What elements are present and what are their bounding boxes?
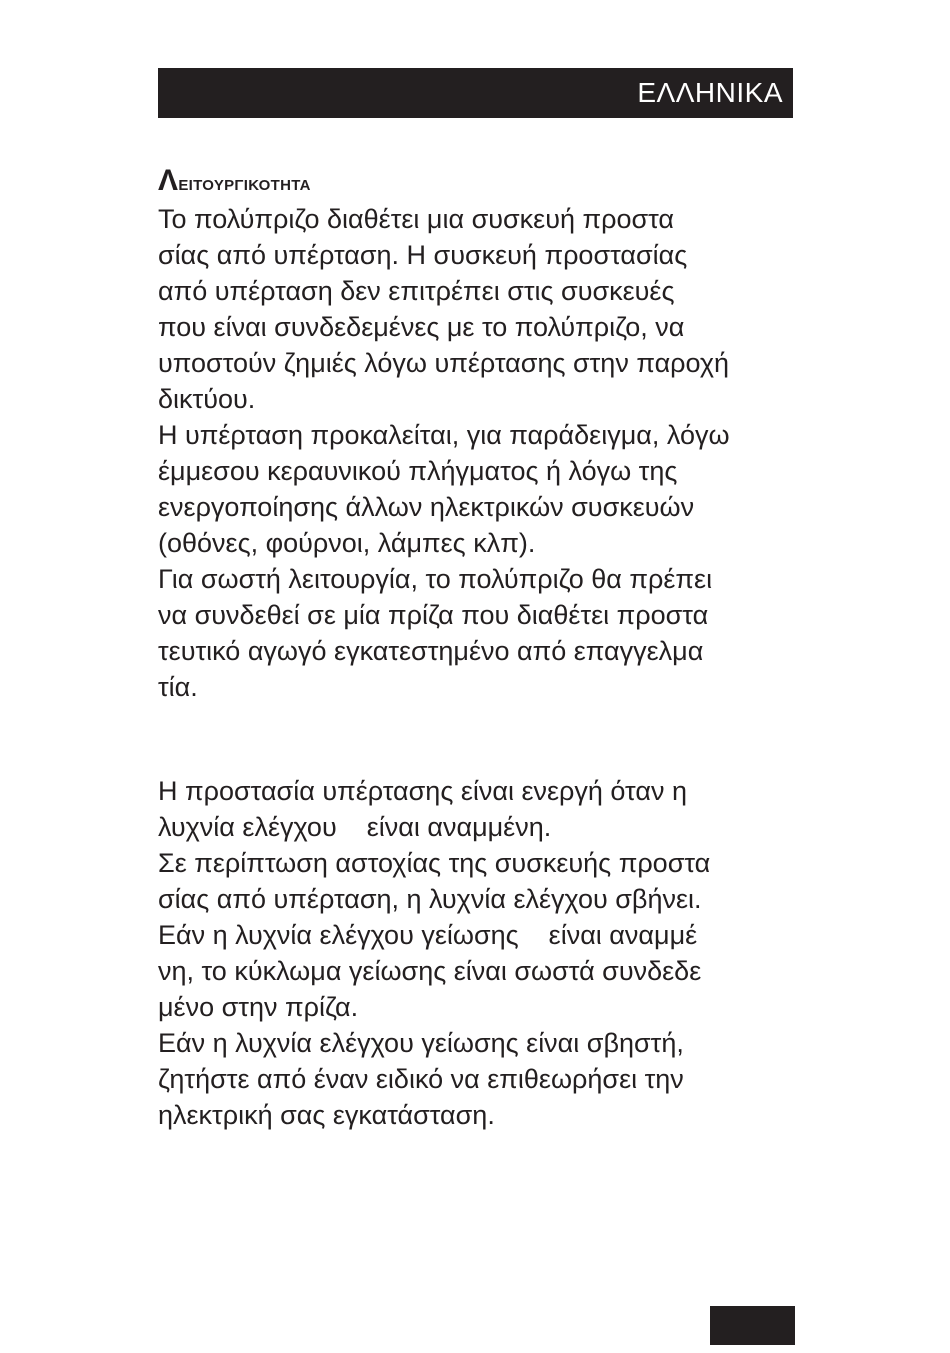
page-number-box <box>710 1306 795 1345</box>
body-line: Η προστασία υπέρτασης είναι ενεργή όταν η <box>158 776 687 806</box>
paragraph-spacer <box>158 721 858 757</box>
body-line: από υπέρταση δεν επιτρέπει στις συσκευές <box>158 276 675 306</box>
section-title <box>158 163 858 201</box>
section-title-rest: ειτουργικοτητα <box>178 170 311 195</box>
body-line: λυχνία ελέγχου είναι αναμμένη. <box>158 812 552 842</box>
body-line: μένο στην πρίζα. <box>158 992 359 1022</box>
body-line: σίας από υπέρταση, η λυχνία ελέγχου σβήνει. <box>158 884 702 914</box>
body-line: Εάν η λυχνία ελέγχου γείωσης είναι αναμμέ <box>158 920 698 950</box>
body-line: ηλεκτρική σας εγκατάσταση. <box>158 1100 495 1130</box>
body-line: τία. <box>158 672 198 702</box>
body-line: δικτύου. <box>158 384 256 414</box>
section-title-initial: Λ <box>158 164 179 197</box>
body-line: Εάν η λυχνία ελέγχου γείωσης είναι σβηστή, <box>158 1028 684 1058</box>
body-line: Σε περίπτωση αστοχίας της συσκευής προστα <box>158 848 711 878</box>
body-line: τευτικό αγωγό εγκατεστημένο από επαγγελμα <box>158 636 704 666</box>
body-line: νη, το κύκλωμα γείωσης είναι σωστά συνδεδε <box>158 956 702 986</box>
body-line: Η υπέρταση προκαλείται, για παράδειγμα, λόγω <box>158 420 730 450</box>
section-content <box>158 163 858 1133</box>
body-line: που είναι συνδεδεμένες με το πολύπριζο, να <box>158 312 685 342</box>
body-line: υποστούν ζημιές λόγω υπέρτασης στην παροχή <box>158 348 730 378</box>
body-line: να συνδεθεί σε μία πρίζα που διαθέτει προστα <box>158 600 709 630</box>
language-header-bar <box>158 68 793 118</box>
language-label: ΕΛΛΗΝΙΚΑ <box>637 77 783 108</box>
body-line: ενεργοποίησης άλλων ηλεκτρικών συσκευών <box>158 492 695 522</box>
body-line: Για σωστή λειτουργία, το πολύπριζο θα πρέπει <box>158 564 713 594</box>
body-line: σίας από υπέρταση. Η συσκευή προστασίας <box>158 240 688 270</box>
body-line: έμμεσου κεραυνικού πλήγματος ή λόγω της <box>158 456 678 486</box>
body-text <box>158 201 858 1133</box>
body-line: Το πολύπριζο διαθέτει μια συσκευή προστα <box>158 204 675 234</box>
body-line: ζητήστε από έναν ειδικό να επιθεωρήσει την <box>158 1064 684 1094</box>
body-line: (οθόνες, φούρνοι, λάμπες κλπ). <box>158 528 536 558</box>
